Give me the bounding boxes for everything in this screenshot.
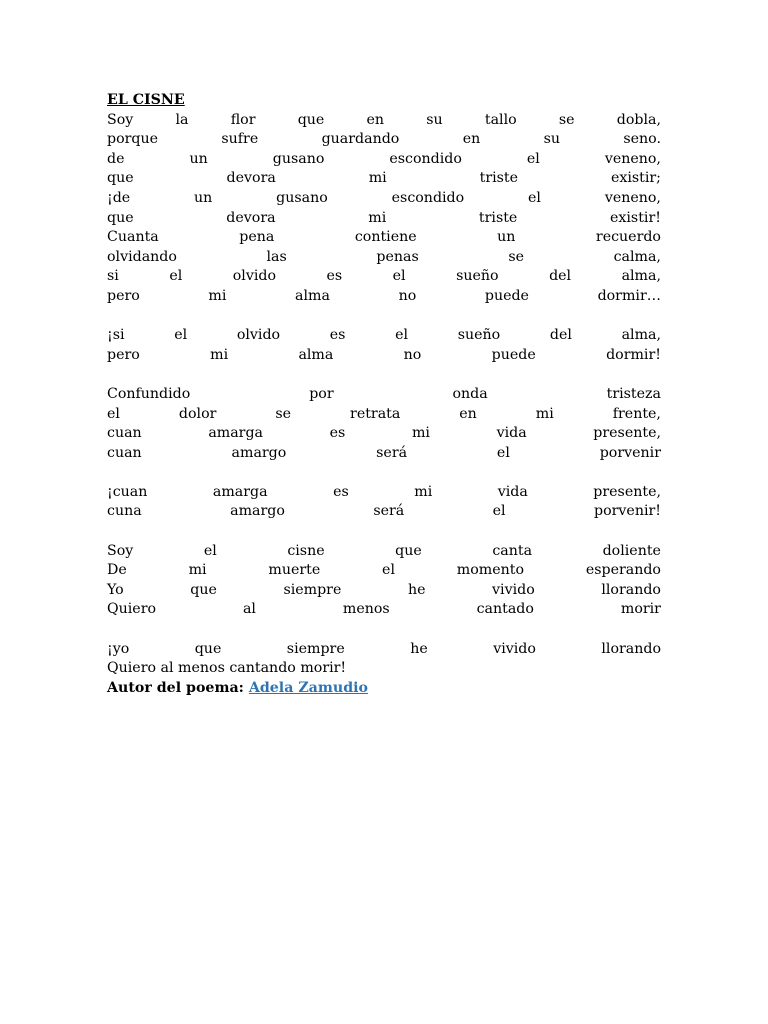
- poem-word: doliente: [602, 542, 661, 559]
- poem-word: frente,: [612, 405, 661, 422]
- poem-word: sueño: [456, 268, 499, 285]
- poem-word: cisne: [287, 542, 325, 559]
- poem-word: llorando: [601, 640, 661, 657]
- poem-word: morir: [620, 601, 661, 618]
- poem-word: vivido: [492, 581, 535, 598]
- poem-line: [107, 424, 661, 444]
- poem-word: veneno,: [604, 150, 661, 167]
- poem-word: la: [175, 111, 189, 128]
- poem-word: mi: [210, 346, 229, 363]
- poem-word: que: [190, 581, 217, 598]
- poem-word: un: [497, 229, 516, 246]
- poem-word: contiene: [354, 229, 417, 246]
- poem-word: mi: [535, 405, 554, 422]
- poem-word: de: [107, 150, 125, 167]
- poem-word: alma: [298, 346, 334, 363]
- poem-word: vivido: [493, 640, 536, 657]
- poem-word: que: [194, 640, 222, 657]
- poem-word: devora: [226, 170, 276, 187]
- poem-word: escondido: [391, 189, 465, 206]
- poem-word: el: [107, 405, 120, 422]
- poem-word: se: [508, 248, 524, 265]
- poem-word: puede: [491, 346, 536, 363]
- poem-word: veneno,: [604, 189, 661, 206]
- poem-word: De: [107, 562, 127, 579]
- poem-word: sueño: [457, 327, 501, 344]
- poem-word: será: [373, 503, 405, 520]
- poem-word: pero: [107, 287, 140, 304]
- poem-line: [107, 561, 661, 581]
- poem-word: no: [398, 287, 417, 304]
- poem-word: cuan: [107, 425, 142, 442]
- poem-word: puede: [484, 287, 529, 304]
- poem-word: mi: [368, 209, 387, 226]
- poem-word: su: [543, 131, 560, 148]
- poem-word: porvenir: [599, 444, 661, 461]
- poem-word: amarga: [212, 483, 268, 500]
- stanza-gap: [107, 463, 661, 483]
- poem-line: [107, 189, 661, 209]
- poem-word: si: [107, 268, 119, 285]
- poem-line: [107, 346, 661, 366]
- poem-word: escondido: [389, 150, 462, 167]
- poem-line: [107, 502, 661, 522]
- poem-word: sufre: [221, 131, 259, 148]
- poem-word: mi: [368, 170, 387, 187]
- poem-line: [107, 640, 661, 660]
- stanza-gap: [107, 365, 661, 385]
- poem-word: onda: [452, 385, 488, 402]
- poem-word: es: [329, 327, 346, 344]
- poem-word: olvido: [236, 327, 281, 344]
- poem-word: esperando: [585, 562, 661, 579]
- poem-word: alma: [295, 287, 330, 304]
- poem-word: momento: [456, 562, 525, 579]
- poem-word: vida: [497, 483, 528, 500]
- poem-word: recuerdo: [595, 229, 661, 246]
- poem-line: [107, 150, 661, 170]
- author-line: [107, 679, 661, 699]
- stanza-gap: [107, 522, 661, 542]
- poem-word: siempre: [283, 581, 342, 598]
- document-page: [107, 91, 661, 698]
- poem-word: cantado: [476, 601, 534, 618]
- poem-word: es: [333, 483, 349, 500]
- poem-word: en: [366, 111, 385, 128]
- poem-word: dormir!: [606, 346, 661, 363]
- stanza-gap: [107, 620, 661, 640]
- poem-word: pena: [239, 229, 275, 246]
- poem-word: mi: [414, 483, 433, 500]
- poem-word: Yo: [107, 581, 124, 598]
- poem-word: el: [174, 327, 188, 344]
- poem-word: un: [189, 150, 208, 167]
- poem-word: ¡yo: [107, 640, 130, 657]
- poem-word: ¡de: [107, 189, 131, 206]
- poem-word: presente,: [593, 483, 661, 500]
- poem-word: gusano: [272, 150, 325, 167]
- poem-line: Quiero al menos cantando morir!: [107, 660, 347, 677]
- poem-word: el: [526, 150, 540, 167]
- poem-line: [107, 326, 661, 346]
- poem-word: pero: [107, 346, 140, 363]
- poem-word: tristeza: [606, 385, 661, 402]
- stanza-gap: [107, 307, 661, 327]
- poem-word: amargo: [230, 503, 285, 520]
- poem-word: he: [410, 640, 428, 657]
- poem-line: [107, 267, 661, 287]
- poem-word: seno.: [623, 131, 661, 148]
- poem-word: su: [426, 111, 443, 128]
- poem-word: un: [194, 189, 213, 206]
- poem-word: en: [462, 131, 481, 148]
- poem-word: llorando: [601, 581, 661, 598]
- poem-line: [107, 444, 661, 464]
- poem-word: el: [382, 562, 395, 579]
- poem-word: que: [297, 111, 325, 128]
- poem-word: el: [528, 189, 541, 206]
- poem-word: alma,: [621, 327, 661, 344]
- poem-word: se: [275, 405, 292, 422]
- poem-word: el: [395, 327, 409, 344]
- poem-word: menos: [342, 601, 390, 618]
- poem-word: gusano: [276, 189, 328, 206]
- poem-word: devora: [226, 209, 276, 226]
- poem-word: Soy: [107, 111, 134, 128]
- poem-word: el: [169, 268, 183, 285]
- poem-word: calma,: [613, 248, 661, 265]
- poem-word: por: [309, 385, 334, 402]
- poem-line: [107, 581, 661, 601]
- poem-line: [107, 405, 661, 425]
- poem-word: Quiero: [107, 601, 157, 618]
- poem-word: ¡cuan: [107, 483, 148, 500]
- poem-word: no: [403, 346, 422, 363]
- poem-word: amarga: [208, 425, 264, 442]
- poem-word: dormir…: [597, 287, 661, 304]
- poem-word: triste: [479, 170, 519, 187]
- poem-word: que: [395, 542, 422, 559]
- author-link[interactable]: Adela Zamudio: [248, 679, 368, 696]
- poem-word: muerte: [268, 562, 321, 579]
- poem-word: alma,: [621, 268, 661, 285]
- poem-title: EL CISNE: [107, 92, 185, 108]
- poem-line: [107, 600, 661, 620]
- poem-line: [107, 483, 661, 503]
- poem-word: retrata: [350, 405, 401, 422]
- poem-line: [107, 111, 661, 131]
- poem-word: mi: [411, 425, 430, 442]
- poem-word: que: [107, 209, 134, 226]
- poem-word: canta: [492, 542, 533, 559]
- poem-word: el: [392, 268, 406, 285]
- poem-word: al: [242, 601, 256, 618]
- poem-line: [107, 248, 661, 268]
- poem-line: [107, 130, 661, 150]
- poem-word: dobla,: [616, 111, 661, 128]
- poem-word: es: [329, 425, 346, 442]
- poem-word: mi: [188, 562, 207, 579]
- poem-word: del: [549, 268, 572, 285]
- poem-word: presente,: [593, 425, 661, 442]
- poem-word: el: [492, 503, 506, 520]
- poem-word: Confundido: [107, 385, 191, 402]
- poem-word: las: [266, 248, 287, 265]
- poem-word: existir;: [610, 170, 661, 187]
- poem-word: penas: [376, 248, 419, 265]
- poem-word: mi: [208, 287, 227, 304]
- poem-word: ¡si: [107, 327, 125, 344]
- poem-word: porque: [107, 131, 159, 148]
- poem-word: será: [376, 444, 408, 461]
- poem-line: [107, 228, 661, 248]
- poem-word: porvenir!: [594, 503, 661, 520]
- poem-word: triste: [478, 209, 518, 226]
- poem-word: siempre: [286, 640, 345, 657]
- poem-line: [107, 542, 661, 562]
- poem-word: vida: [496, 425, 527, 442]
- poem-word: que: [107, 170, 134, 187]
- poem-word: flor: [230, 111, 256, 128]
- poem-word: el: [203, 542, 217, 559]
- poem-word: guardando: [321, 131, 400, 148]
- poem-word: dolor: [178, 405, 217, 422]
- poem-word: en: [459, 405, 477, 422]
- poem-word: el: [496, 444, 510, 461]
- poem-word: tallo: [484, 111, 517, 128]
- author-label: Autor del poema:: [107, 679, 244, 696]
- poem-word: se: [558, 111, 575, 128]
- poem-line: [107, 287, 661, 307]
- poem-word: he: [407, 581, 426, 598]
- poem-word: del: [549, 327, 572, 344]
- poem-line: [107, 385, 661, 405]
- poem-line: [107, 169, 661, 189]
- poem-word: existir!: [610, 209, 661, 226]
- poem-word: cuan: [107, 444, 142, 461]
- poem-word: olvidando: [107, 248, 177, 265]
- poem-word: amargo: [231, 444, 287, 461]
- poem-line: [107, 209, 661, 229]
- poem-word: cuna: [107, 503, 142, 520]
- poem-word: Soy: [107, 542, 134, 559]
- poem-word: Cuanta: [107, 229, 159, 246]
- poem-body: [107, 111, 661, 679]
- poem-word: olvido: [232, 268, 276, 285]
- poem-word: es: [326, 268, 343, 285]
